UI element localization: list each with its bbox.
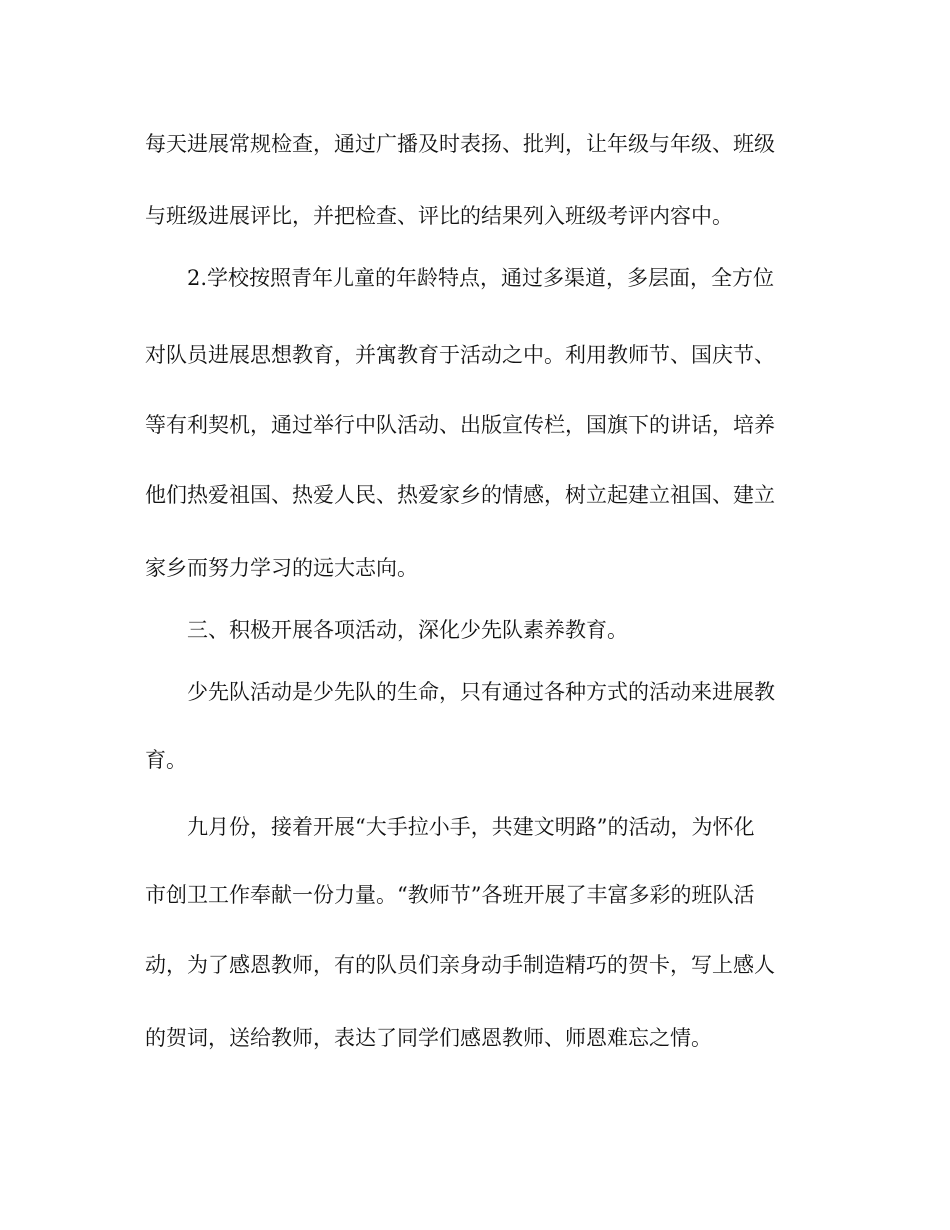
- text-line-5: 等有利契机，通过举行中队活动、出版宣传栏，国旗下的讲话，培养: [145, 413, 775, 437]
- text-line-4: 对队员进展思想教育，并寓教育于活动之中。利用教师节、国庆节、: [145, 343, 775, 367]
- text-line-9: 少先队活动是少先队的生命，只有通过各种方式的活动来进展教: [187, 680, 775, 704]
- text-line-14: 的贺词，送给教师，表达了同学们感恩教师、师恩难忘之情。: [145, 1026, 712, 1050]
- text-line-8: 三、积极开展各项活动，深化少先队素养教育。: [187, 618, 628, 642]
- text-line-12: 市创卫工作奉献一份力量。“教师节”各班开展了丰富多彩的班队活: [145, 883, 755, 907]
- text-line-6: 他们热爱祖国、热爱人民、热爱家乡的情感，树立起建立祖国、建立: [145, 483, 775, 507]
- text-line-1: 每天进展常规检查，通过广播及时表扬、批判，让年级与年级、班级: [145, 132, 775, 156]
- text-line-13: 动，为了感恩教师，有的队员们亲身动手制造精巧的贺卡，写上感人: [145, 953, 775, 977]
- text-line-3: 2.学校按照青年儿童的年龄特点，通过多渠道，多层面，全方位: [187, 266, 775, 290]
- text-line-7: 家乡而努力学习的远大志向。: [145, 556, 418, 580]
- text-line-2: 与班级进展评比，并把检查、评比的结果列入班级考评内容中。: [145, 204, 733, 228]
- text-line-11: 九月份，接着开展“大手拉小手，共建文明路”的活动，为怀化: [187, 815, 755, 839]
- text-line-10: 育。: [145, 748, 187, 772]
